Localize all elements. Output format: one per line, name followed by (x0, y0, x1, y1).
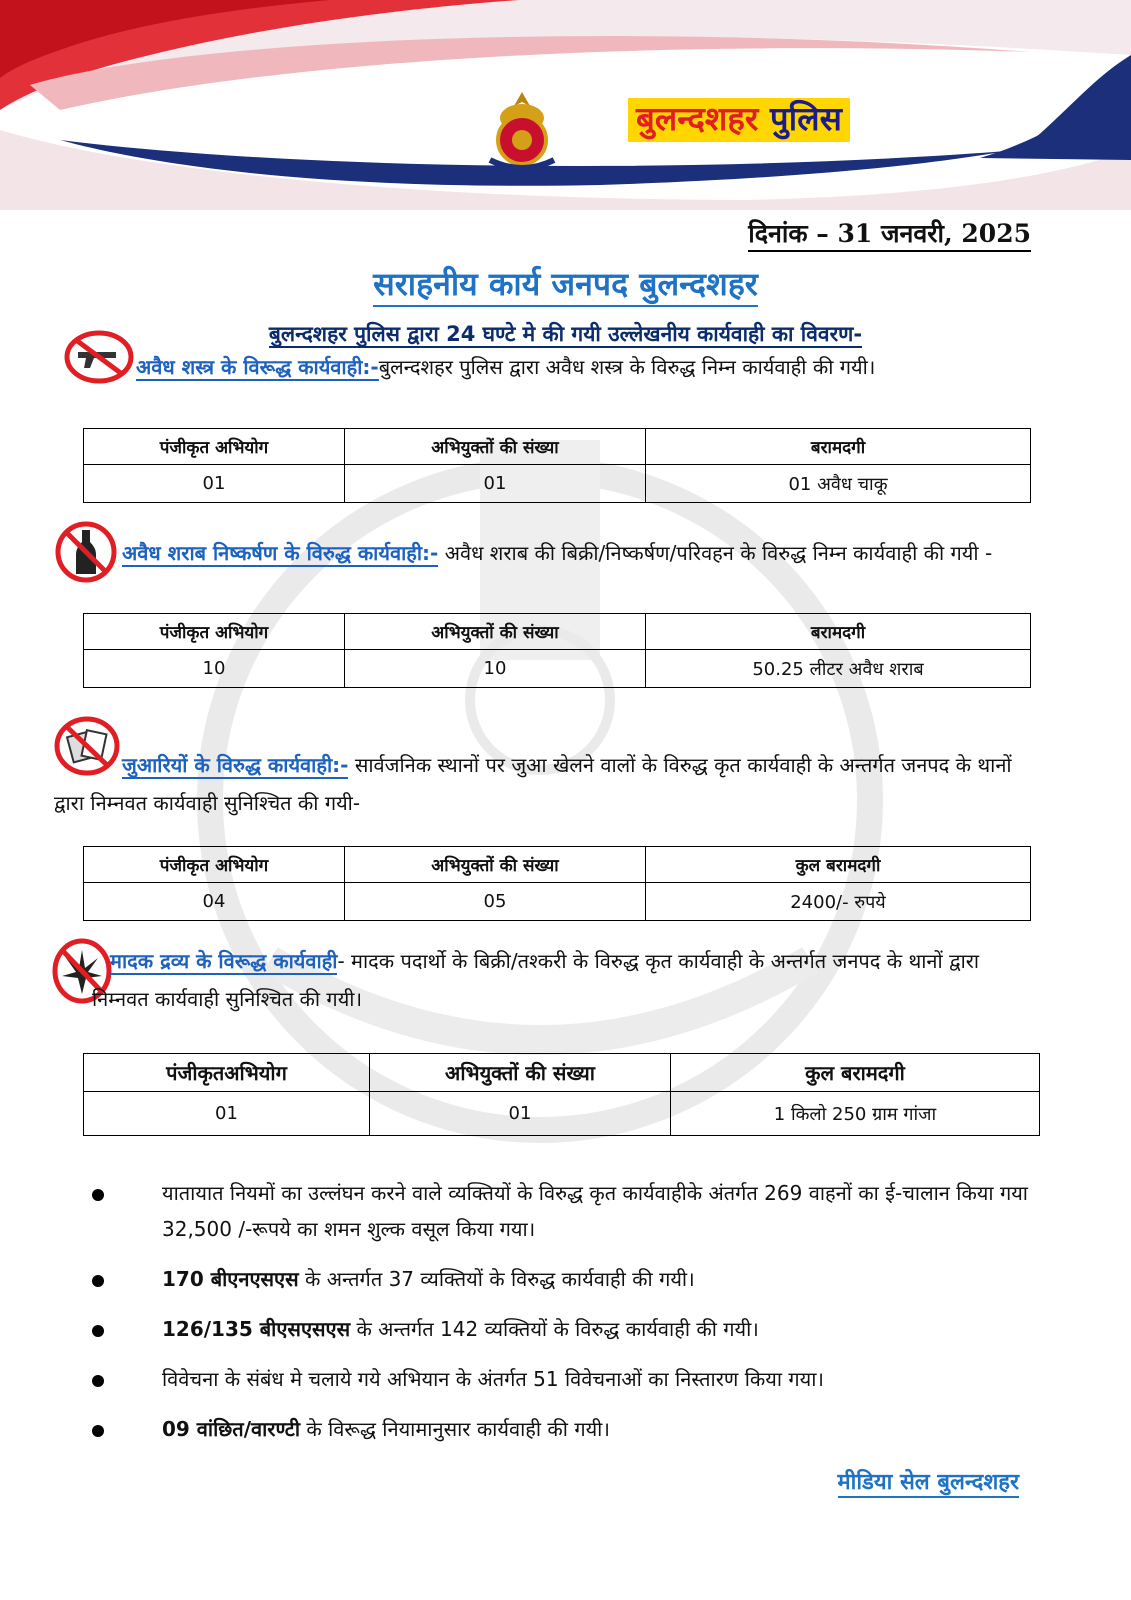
col-cases: पंजीकृत अभियोग (84, 847, 345, 883)
cell-cases: 01 (84, 465, 345, 503)
title-police: पुलिस (769, 99, 842, 138)
col-accused: अभियुक्तों की संख्या (370, 1054, 671, 1092)
up-police-emblem (472, 88, 572, 174)
report-date: दिनांक – 31 जनवरी, 2025 (748, 218, 1031, 252)
cell-accused: 01 (370, 1092, 671, 1136)
col-recovery: बरामदगी (646, 614, 1031, 650)
cell-accused: 10 (345, 650, 646, 688)
bullet-dot (92, 1375, 104, 1387)
section-drugs (92, 942, 1032, 1018)
col-accused: अभियुक्तों की संख्या (345, 429, 646, 465)
cell-recovery: 2400/- रुपये (646, 883, 1031, 921)
no-gun-icon (64, 330, 134, 384)
section-heading-gambling: जुआरियों के विरुद्ध कार्यवाही:- (122, 753, 349, 777)
cell-accused: 05 (345, 883, 646, 921)
col-accused: अभियुक्तों की संख्या (345, 614, 646, 650)
cell-accused: 01 (345, 465, 646, 503)
main-title: सराहनीय कार्य जनपद बुलन्दशहर (0, 262, 1131, 305)
media-cell-signature: मीडिया सेल बुलन्दशहर (838, 1466, 1020, 1498)
section-text-gambling: सार्वजनिक स्थानों पर जुआ खेलने वालों के विरुद्ध कृत कार्यवाही के अन्तर्गत जनपद के थानों द्वारा निम्नवत कार्यवाही सुनिश्चित की गयी- (54, 753, 1012, 815)
section-text-liquor: अवैध शराब की बिक्री/निष्कर्षण/परिवहन के विरुद्ध निम्न कार्यवाही की गयी - (444, 541, 993, 565)
section-arms (136, 348, 1036, 386)
col-recovery: कुल बरामदगी (671, 1054, 1040, 1092)
list-item: 126/135 बीएसएसएस के अन्तर्गत 142 व्यक्तियों के विरुद्ध कार्यवाही की गयी। (90, 1311, 1040, 1347)
col-recovery: कुल बरामदगी (646, 847, 1031, 883)
bullet-list (90, 1175, 1040, 1461)
drugs-table (83, 1053, 1040, 1136)
col-cases: पंजीकृत अभियोग (84, 429, 345, 465)
section-text-drugs: - मादक पदार्थो के बिक्री/तश्करी के विरुद्ध कृत कार्यवाही के अन्तर्गत जनपद के थानों द्वारा निम्नवत कार्यवाही सुनिश्चित की गयी। (92, 949, 980, 1011)
col-cases: पंजीकृत अभियोग (84, 614, 345, 650)
cell-recovery: 1 किलो 250 ग्राम गांजा (671, 1092, 1040, 1136)
cell-recovery: 01 अवैध चाकू (646, 465, 1031, 503)
bullet-dot (92, 1325, 104, 1337)
col-recovery: बरामदगी (646, 429, 1031, 465)
section-heading-drugs: मादक द्रव्य के विरूद्ध कार्यवाही (110, 949, 338, 973)
bullet-dot (92, 1275, 104, 1287)
arms-table (83, 428, 1031, 503)
bullet-dot (92, 1425, 104, 1437)
no-alcohol-icon (54, 520, 118, 584)
liquor-table (83, 613, 1031, 688)
bullet-dot (92, 1189, 104, 1201)
col-cases: पंजीकृतअभियोग (84, 1054, 370, 1092)
cell-recovery: 50.25 लीटर अवैध शराब (646, 650, 1031, 688)
list-item: विवेचना के संबंध मे चलाये गये अभियान के अंतर्गत 51 विवेचनाओं का निस्तारण किया गया। (90, 1361, 1040, 1397)
sub-title: बुलन्दशहर पुलिस द्वारा 24 घण्टे मे की गयी उल्लेखनीय कार्यवाही का विवरण- (268, 322, 863, 346)
list-item: यातायात नियमों का उल्लंघन करने वाले व्यक्तियों के विरुद्ध कृत कार्यवाहीके अंतर्गत 269 वाहनों का ई-चालान किया गया 32,500 /-रूपये का शमन शुल्क वसूल किया गया। (90, 1175, 1040, 1247)
col-accused: अभियुक्तों की संख्या (345, 847, 646, 883)
cell-cases: 10 (84, 650, 345, 688)
cell-cases: 04 (84, 883, 345, 921)
section-heading-liquor: अवैध शराब निष्कर्षण के विरुद्ध कार्यवाही:- (122, 541, 439, 565)
title-city: बुलन्दशहर (636, 99, 759, 138)
department-title (628, 98, 850, 142)
gambling-table (83, 846, 1031, 921)
section-gambling (54, 746, 1034, 822)
list-item: 170 बीएनएसएस के अन्तर्गत 37 व्यक्तियों के विरुद्ध कार्यवाही की गयी। (90, 1261, 1040, 1297)
cell-cases: 01 (84, 1092, 370, 1136)
list-item: 09 वांछित/वारण्टी के विरूद्ध नियामानुसार कार्यवाही की गयी। (90, 1411, 1040, 1447)
section-heading-arms: अवैध शस्त्र के विरूद्ध कार्यवाही:- (136, 355, 379, 379)
section-liquor (122, 534, 1032, 572)
section-text-arms: बुलन्दशहर पुलिस द्वारा अवैध शस्त्र के विरुद्ध निम्न कार्यवाही की गयी। (378, 355, 876, 379)
